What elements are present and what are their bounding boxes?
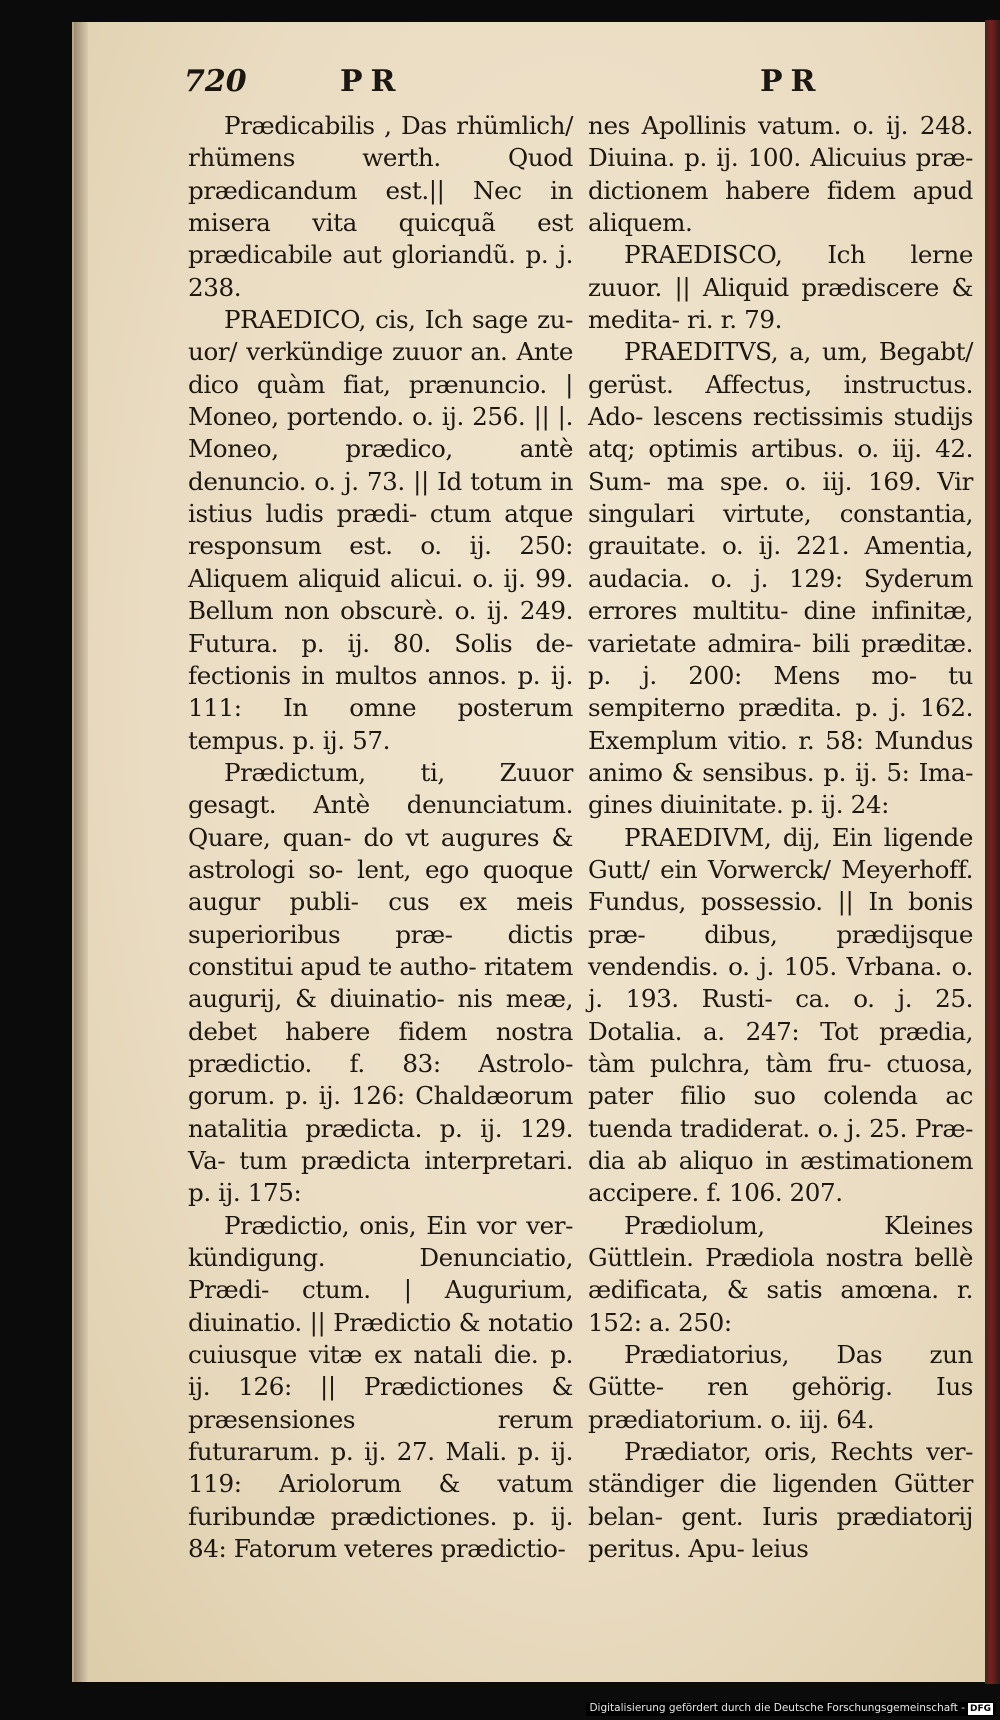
- dictionary-entry: PRAEDIVM, dij, Ein ligende Gutt/ ein Vorwerck/ Meyerhoff. Fundus, possessio. || In bonis præ- dibus, prædijsque vendendis. o. j. 105. Vrbana. o. j. 193. Rusti- ca. o. j. 25. Dotalia. a. 247: Tot prædia, tàm pulchra, tàm fru- ctuosa, pater filio suo colenda ac tuenda tradiderat. o. j. 25. Præ- dia ab aliquo in æstimationem accipere. f. 106. 207.: [588, 822, 973, 1208]
- running-head-right: PR: [760, 64, 824, 99]
- dictionary-entry: PRAEDICO, cis, Ich sage zu- uor/ verkündige zuuor an. Ante dico quàm fiat, prænuncio. | Moneo, portendo. o. ij. 256. || |. Moneo, prædico, antè denuncio. o. j. 73. || Id totum in istius ludis prædi- ctum atque responsum est. o. ij. 250: Aliquem aliquid alicui. o. ij. 99. Bellum non obscurè. o. ij. 249. Futura. p. ij. 80. Solis de- fectionis in multos annos. p. ij. 111: In omne posterum tempus. p. ij. 57.: [188, 305, 573, 755]
- dictionary-entry: Prædiolum, Kleines Güttlein. Prædiola nostra bellè ædificata, & satis amœna. r. 152: a. 250:: [588, 1210, 973, 1337]
- dictionary-entry: PRAEDITVS, a, um, Begabt/ gerüst. Affectus, instructus. Ado- lescens rectissimis studijs atq; optimis artibus. o. iij. 42. Sum- ma spe. o. iij. 169. Vir singulari virtute, constantia, grauitate. o. ij. 221. Amentia, audacia. o. j. 129: Syderum errores multitu- dine infinitæ, varietate admira- bili præditæ. p. j. 200: Mens mo- tu sempiterno prædita. p. j. 162. Exemplum vitio. r. 58: Mundus animo & sensibus. p. ij. 5: Ima- gines diuinitate. p. ij. 24:: [588, 337, 973, 820]
- credit-text: Digitalisierung gefördert durch die Deutsche Forschungsgemeinschaft -: [589, 1702, 965, 1714]
- dictionary-entry: Prædictum, ti, Zuuor gesagt. Antè denunciatum. Quare, quan- do vt augures & astrologi so- lent, ego quoque augur publi- cus ex meis superioribus præ- dictis constitui apud te autho- ritatem augurij, & diuinatio- nis meæ, debet habere fidem nostra prædictio. f. 83: Astrolo- gorum. p. ij. 126: Chaldæorum natalitia prædicta. p. ij. 129. Va- tum prædicta interpretari. p. ij. 175:: [188, 757, 573, 1208]
- page-number: 720: [184, 64, 247, 99]
- running-head-left: PR: [340, 64, 404, 99]
- digitization-credit: [586, 1702, 996, 1716]
- page-gutter: [74, 22, 88, 1682]
- dictionary-entry: Prædiatorius, Das zun Gütte- ren gehörig. Ius prædiatorium. o. iij. 64.: [588, 1340, 973, 1434]
- dictionary-entry-continued: nes Apollinis vatum. o. ij. 248. Diuina. p. ij. 100. Alicuius præ- dictionem habere fidem apud aliquem.: [588, 111, 973, 238]
- left-column: [188, 110, 573, 1564]
- right-column: [588, 110, 973, 1564]
- dictionary-entry: Prædicabilis , Das rhümlich/ rhümens werth. Quod prædicandum est.|| Nec in misera vita quicquã est prædicabile aut gloriandũ. p. j. 238.: [188, 111, 573, 302]
- dfg-logo: DFG: [969, 1704, 991, 1714]
- dictionary-entry: Prædictio, onis, Ein vor ver- kündigung. Denunciatio, Prædi- ctum. | Augurium, diuinatio. || Prædictio & notatio cuiusque vitæ ex natali die. p. ij. 126: || Prædictiones & præsensiones rerum futurarum. p. ij. 27. Mali. p. ij. 119: Ariolorum & vatum furibundæ prædictiones. p. ij. 84: Fatorum veteres prædictio-: [188, 1210, 573, 1564]
- dictionary-entry: Prædiator, oris, Rechts ver- ständiger die ligenden Gütter belan- gent. Iuris prædiatorij peritus. Apu- leius: [588, 1437, 973, 1564]
- dictionary-entry: PRAEDISCO, Ich lerne zuuor. || Aliquid prædiscere & medita- ri. r. 79.: [588, 240, 973, 335]
- book-edge: [985, 20, 1000, 1684]
